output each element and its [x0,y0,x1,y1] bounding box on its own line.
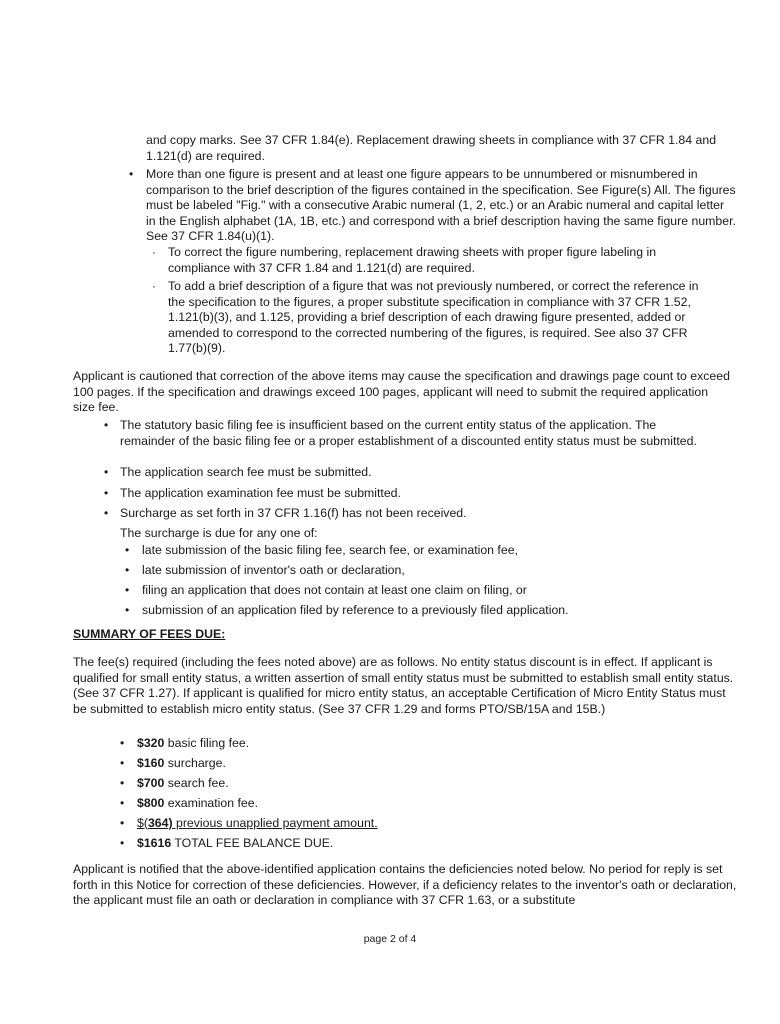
bullet-icon: • [125,583,130,597]
bullet-icon: • [104,465,109,479]
summary-paragraph: The fee(s) required (including the fees noted above) are as follows. No entity status discount is in effect. If applicant is qualified for small entity status, a written assertion of small entity status must be submitted to establish small entity status. (See 37 CFR 1.27). If applicant is qualified for micro entity status, an acceptable Certification of Micro Entity Status must be submitted to establish micro entity status. (See 37 CFR 1.29 and forms PTO/SB/15A and 15B.) [73,655,734,716]
summary-heading: SUMMARY OF FEES DUE: [73,627,226,641]
fee-line-filing: $320 basic filing fee. [137,736,250,750]
bullet-icon: • [125,543,130,557]
fee-bullet: The application examination fee must be submitted. [120,486,401,500]
bullet-icon: • [120,756,125,770]
surcharge-item: late submission of the basic filing fee, search fee, or examination fee, [142,543,518,557]
sub-bullet-icon: · [152,279,156,293]
surcharge-item: submission of an application filed by reference to a previously filed application. [142,603,569,617]
fee-line-examination: $800 examination fee. [137,796,259,810]
bullet-icon: • [104,418,109,432]
bullet-icon: • [120,816,125,830]
fee-line-search: $700 search fee. [137,776,229,790]
fee-bullet: The application search fee must be submitted. [120,465,372,479]
bullet-icon: • [120,736,125,750]
bullet-icon: • [129,167,134,181]
fee-bullet: The statutory basic filing fee is insufficient based on the current entity status of the application. The remainder of the basic filing fee or a proper establishment of a discounted entity status must be submitted. [120,418,697,448]
fee-line-surcharge: $160 surcharge. [137,756,226,770]
bullet-icon: • [120,776,125,790]
surcharge-intro: The surcharge is due for any one of: [120,526,318,540]
notice-paragraph: Applicant is notified that the above-identified application contains the deficiencies noted below. No period for reply is set forth in this Notice for correction of these deficiencies. However, if a deficiency relates to the inventor's oath or declaration, the applicant must file an oath or declaration in compliance with 37 CFR 1.63, or a substitute [73,862,737,907]
figure-numbering-bullet: More than one figure is present and at least one figure appears to be unnumbered or misnumbered in comparison to the brief description of the figures contained in the specification. See Figure(s) All. The figures must be labeled "Fig." with a consecutive Arabic numeral (1, 2, etc.) or an Arabic numeral and capital letter in the English alphabet (1A, 1B, etc.) and correspond with a brief description having the same figure number. See 37 CFR 1.84(u)(1). [146,167,736,243]
bullet-icon: • [120,796,125,810]
bullet-icon: • [120,836,125,850]
sub-bullet-item: To add a brief description of a figure that was not previously numbered, or correct the reference in the specification to the figures, a proper substitute specification in compliance with 37 CFR 1.52, 1.121(b)(3), and 1.125, providing a brief description of each drawing figure presented, added or amended to correspond to the corrected numbering of the figures, is required. See also 37 CFR 1.77(b)(9). [168,279,699,355]
continuation-text: and copy marks. See 37 CFR 1.84(e). Replacement drawing sheets in compliance with 37 CFR 1.84 and 1.121(d) are required. [146,133,717,163]
fee-line-total: $1616 TOTAL FEE BALANCE DUE. [137,836,334,850]
bullet-icon: • [104,506,109,520]
bullet-icon: • [125,563,130,577]
surcharge-item: filing an application that does not contain at least one claim on filing, or [142,583,527,597]
caution-paragraph: Applicant is cautioned that correction of the above items may cause the specification and drawings page count to exceed 100 pages. If the specification and drawings exceed 100 pages, applicant will need to submit the required application size fee. [73,369,730,414]
page-number: page 2 of 4 [363,933,417,945]
sub-bullet-icon: · [152,245,156,259]
bullet-icon: • [104,486,109,500]
fee-bullet: Surcharge as set forth in 37 CFR 1.16(f) has not been received. [120,506,467,520]
bullet-icon: • [125,603,130,617]
fee-line-unapplied-payment: $(364) previous unapplied payment amount. [137,816,378,830]
sub-bullet-item: To correct the figure numbering, replacement drawing sheets with proper figure labeling in compliance with 37 CFR 1.84 and 1.121(d) are required. [168,245,657,275]
surcharge-item: late submission of inventor's oath or declaration, [142,563,405,577]
